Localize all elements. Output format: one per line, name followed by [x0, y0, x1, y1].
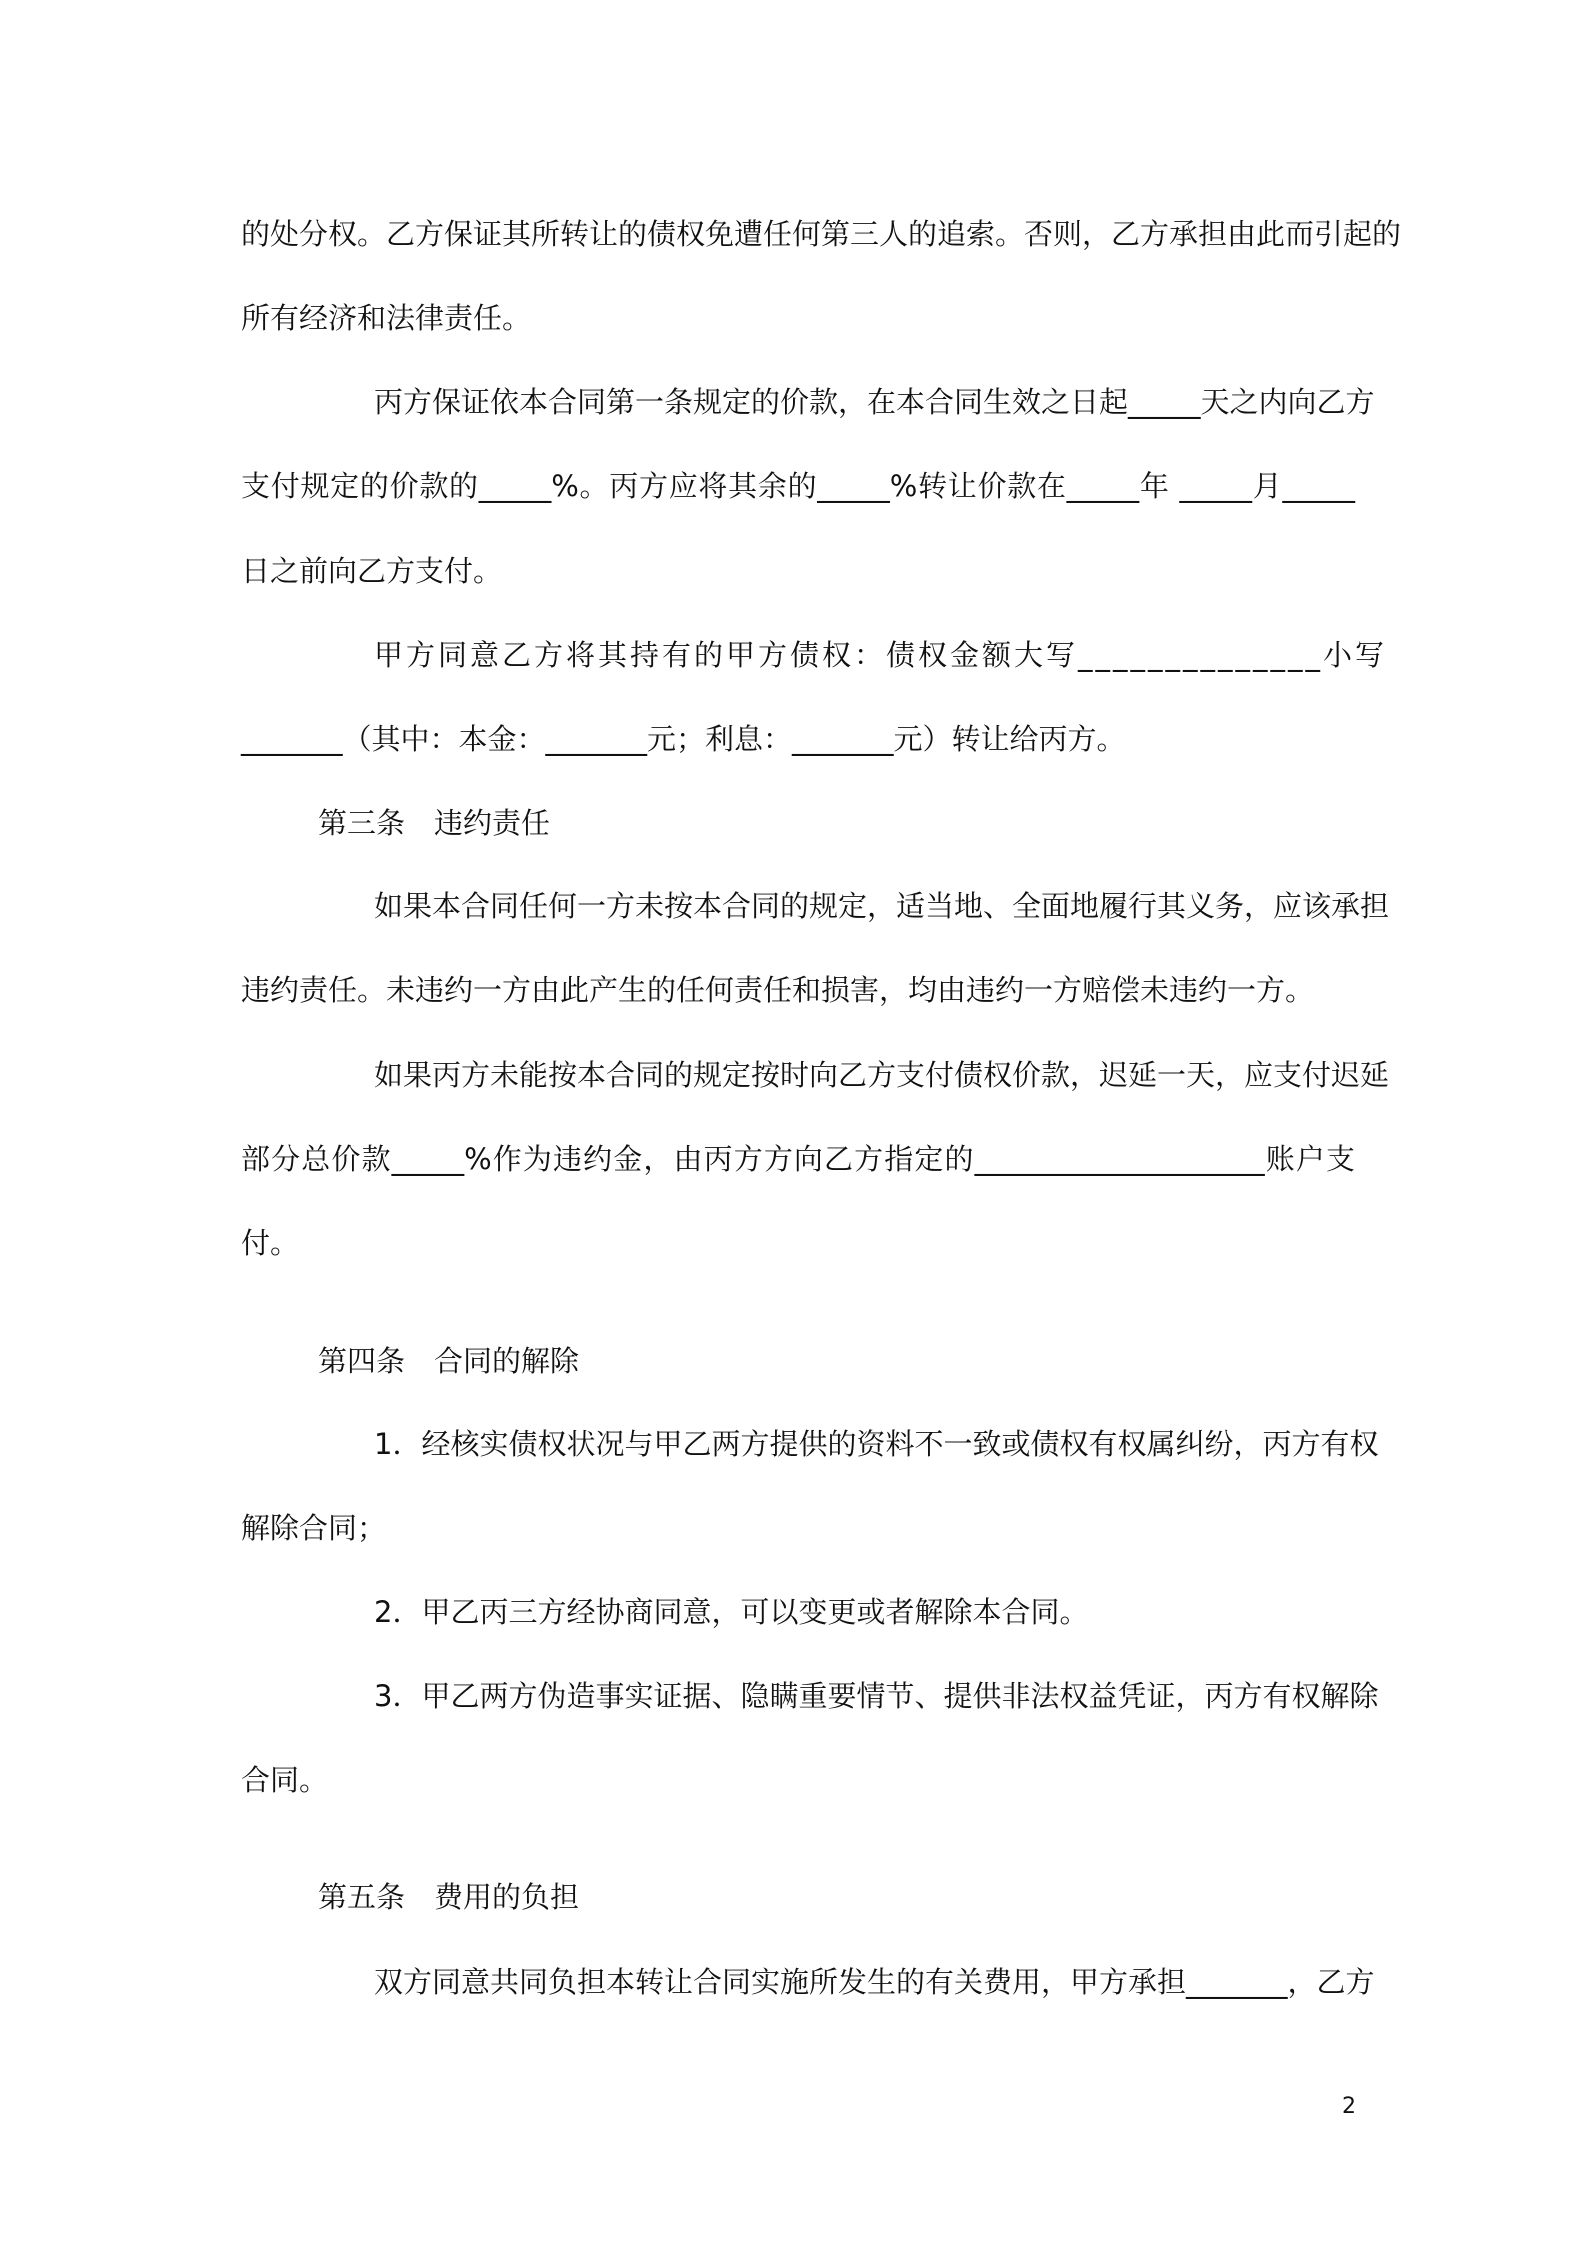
- section-heading: 第五条 费用的负担: [318, 1880, 580, 1914]
- text-line: 甲方同意乙方将其持有的甲方债权：债权金额大写______________小写: [374, 638, 1388, 672]
- text-line: 支付规定的价款的_____%。丙方应将其余的_____%转让价款在_____年 _____月_____: [241, 469, 1355, 503]
- text-line: 3．甲乙两方伪造事实证据、隐瞒重要情节、提供非法权益凭证，丙方有权解除: [374, 1679, 1379, 1713]
- page-number: 2: [1342, 2094, 1356, 2119]
- text-line: 的处分权。乙方保证其所转让的债权免遭任何第三人的追索。否则，乙方承担由此而引起的: [241, 217, 1402, 251]
- text-line: 丙方保证依本合同第一条规定的价款，在本合同生效之日起_____天之内向乙方: [374, 385, 1375, 419]
- text-line: 2．甲乙丙三方经协商同意，可以变更或者解除本合同。: [374, 1595, 1089, 1629]
- text-line: 如果丙方未能按本合同的规定按时向乙方支付债权价款，迟延一天，应支付迟延: [374, 1058, 1390, 1092]
- text-line: 部分总价款_____%作为违约金，由丙方方向乙方指定的____________________账户支: [241, 1142, 1355, 1176]
- text-line: 1．经核实债权状况与甲乙两方提供的资料不一致或债权有权属纠纷，丙方有权: [374, 1427, 1379, 1461]
- text-line: 所有经济和法律责任。: [241, 301, 532, 335]
- text-line: 双方同意共同负担本转让合同实施所发生的有关费用，甲方承担_______，乙方: [374, 1965, 1375, 1999]
- text-line: 合同。: [241, 1763, 329, 1797]
- section-heading: 第三条 违约责任: [318, 806, 551, 840]
- text-line: 违约责任。未违约一方由此产生的任何责任和损害，均由违约一方赔偿未违约一方。: [241, 973, 1315, 1007]
- text-line: 付。: [241, 1226, 300, 1260]
- text-line: 解除合同；: [241, 1511, 387, 1545]
- text-line: 日之前向乙方支付。: [241, 554, 503, 588]
- text-line: _______（其中：本金：_______元；利息：_______元）转让给丙方。: [241, 722, 1126, 756]
- section-heading: 第四条 合同的解除: [318, 1344, 580, 1378]
- text-line: 如果本合同任何一方未按本合同的规定，适当地、全面地履行其义务，应该承担: [374, 889, 1390, 923]
